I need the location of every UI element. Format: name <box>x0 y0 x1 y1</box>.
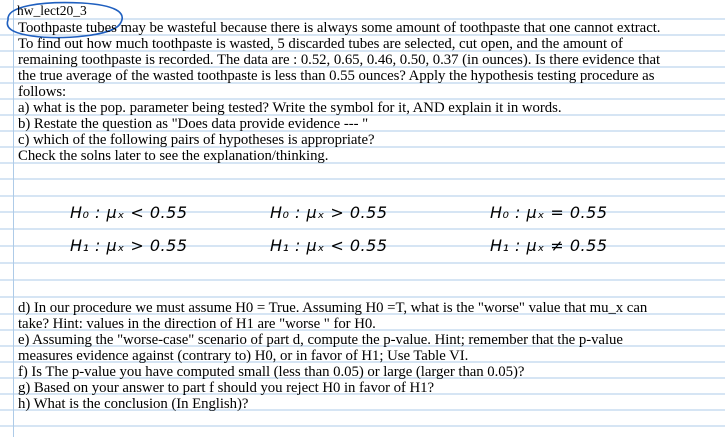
question-e: e) Assuming the "worse-case" scenario of part d, compute the p-value. Hint; remember that the p-value <box>18 332 623 348</box>
null-hypothesis: H₀ : μₓ = 0.55 <box>490 203 608 222</box>
question-a: a) what is the pop. parameter being tested? Write the symbol for it, AND explain it in words. <box>18 100 562 116</box>
solutions-note: Check the solns later to see the explanation/thinking. <box>18 148 329 164</box>
problem-line: To find out how much toothpaste is wasted, 5 discarded tubes are selected, cut open, and the amount of <box>18 36 623 52</box>
alternative-hypothesis: H₁ : μₓ < 0.55 <box>270 236 388 255</box>
problem-line: remaining toothpaste is recorded. The data are : 0.52, 0.65, 0.46, 0.50, 0.37 (in ounces). Is there evidence that <box>18 52 661 68</box>
question-d-hint: take? Hint: values in the direction of H1 are "worse " for H0. <box>18 316 376 332</box>
alternative-hypothesis: H₁ : μₓ > 0.55 <box>70 236 188 255</box>
notebook-margin-line <box>13 0 14 437</box>
problem-line: Toothpaste tubes may be wasteful because there is always some amount of toothpaste that one cannot extract. <box>18 20 661 36</box>
problem-line: follows: <box>18 84 67 100</box>
page-title: hw_lect20_3 <box>17 3 87 18</box>
null-hypothesis: H₀ : μₓ < 0.55 <box>70 203 188 222</box>
question-c: c) which of the following pairs of hypotheses is appropriate? <box>18 132 375 148</box>
question-d: d) In our procedure we must assume H0 = True. Assuming H0 =T, what is the "worse" value that mu_x can <box>18 300 648 316</box>
null-hypothesis: H₀ : μₓ > 0.55 <box>270 203 388 222</box>
alternative-hypothesis: H₁ : μₓ ≠ 0.55 <box>490 236 608 255</box>
question-b: b) Restate the question as "Does data provide evidence --- " <box>18 116 369 132</box>
question-g: g) Based on your answer to part f should you reject H0 in favor of H1? <box>18 380 435 396</box>
question-e-hint: measures evidence against (contrary to) H0, or in favor of H1; Use Table VI. <box>18 348 469 364</box>
question-h: h) What is the conclusion (In English)? <box>18 396 249 412</box>
problem-line: the true average of the wasted toothpaste is less than 0.55 ounces? Apply the hypothesis testing procedure as <box>18 68 655 84</box>
question-f: f) Is The p-value you have computed small (less than 0.05) or large (larger than 0.05)? <box>18 364 525 380</box>
